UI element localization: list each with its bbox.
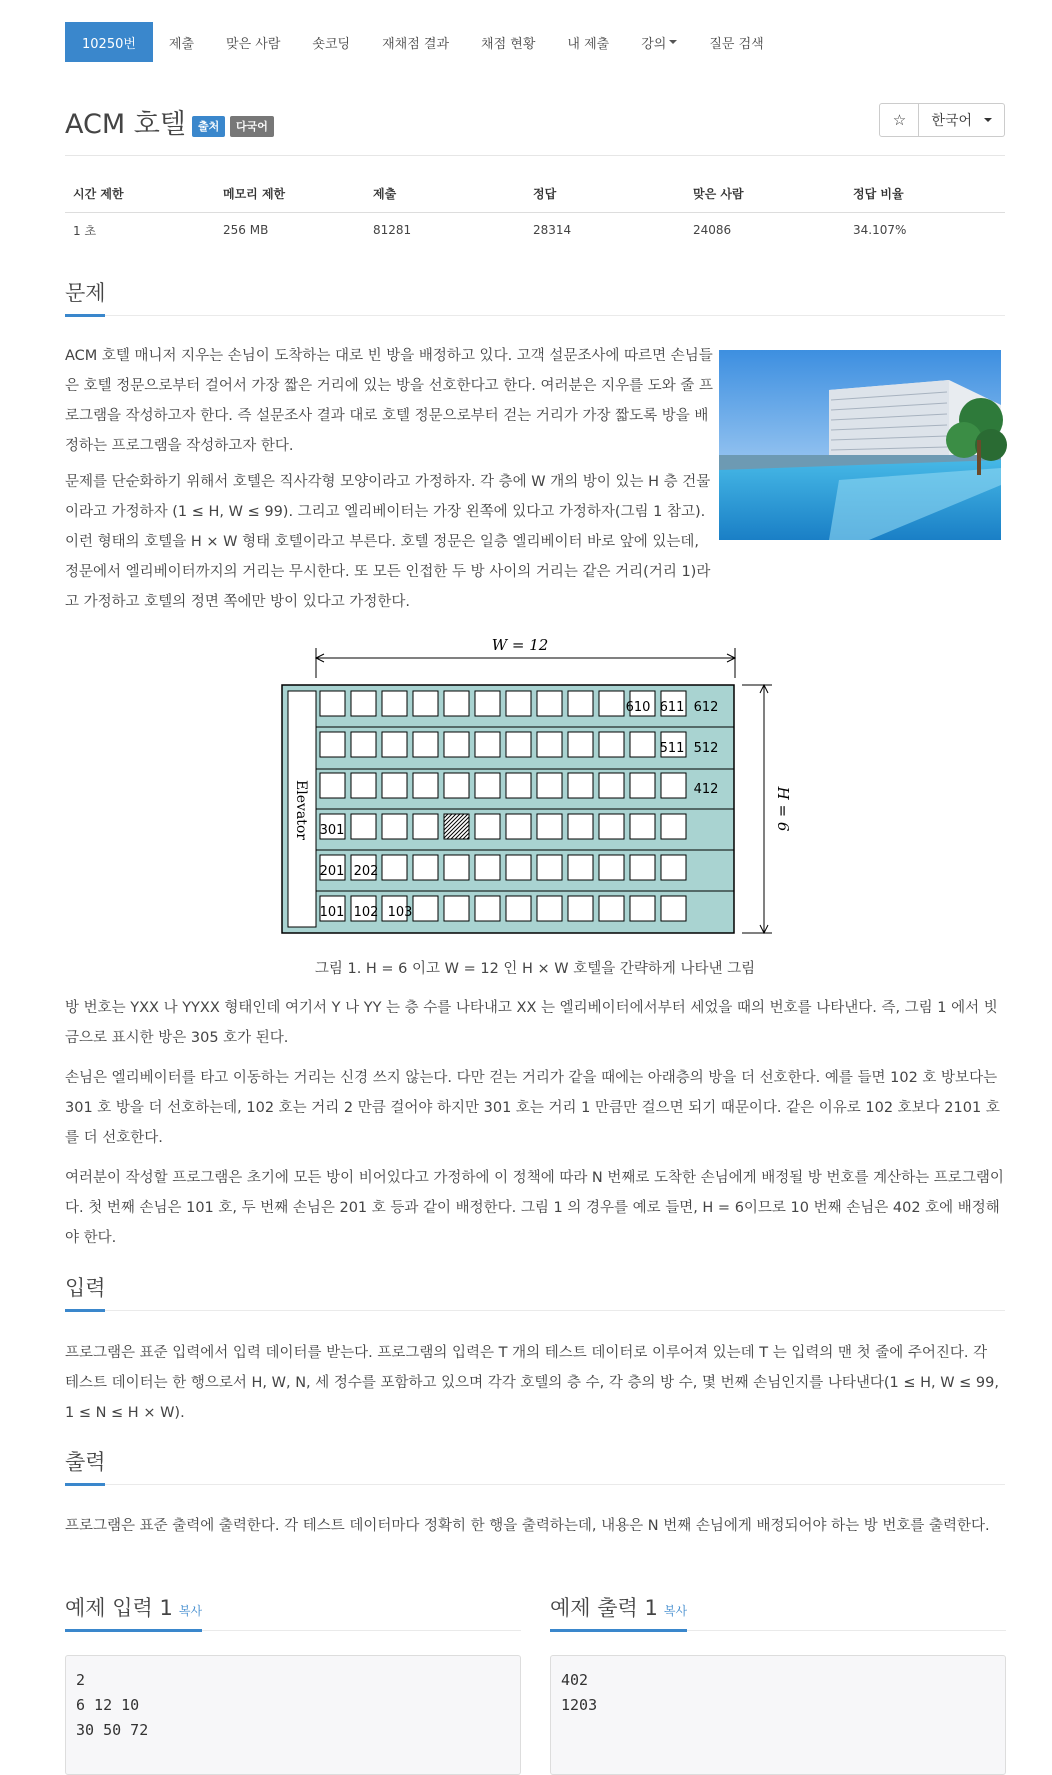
room-cell	[506, 855, 531, 880]
nav-my-submissions[interactable]: 내 제출	[567, 36, 610, 52]
sample-input-panel	[65, 1585, 521, 1775]
nav-rejudge-results[interactable]: 재채점 결과	[382, 36, 450, 52]
submissions-value: 81281	[373, 223, 412, 238]
nav-question-search[interactable]: 질문 검색	[709, 36, 764, 52]
room-cell	[630, 732, 655, 757]
section-underline	[550, 1629, 687, 1632]
nav-problem-number[interactable]: 10250번	[65, 22, 153, 62]
solved-users-value: 24086	[693, 223, 732, 238]
header-time-limit: 시간 제한	[65, 176, 215, 212]
stats-value-row	[65, 212, 1005, 248]
accepted-value: 28314	[533, 223, 572, 238]
output-section-header	[65, 1439, 1005, 1485]
height-label: H = 6	[774, 786, 792, 832]
width-label: W = 12	[491, 636, 549, 654]
room-cell	[630, 855, 655, 880]
header-solved-users: 맞은 사람	[685, 176, 845, 212]
room-label: 103	[387, 905, 413, 920]
sample-output-header	[550, 1585, 1006, 1631]
sample-input-header	[65, 1585, 521, 1631]
output-section-title: 출력	[65, 1450, 106, 1474]
room-cell	[568, 814, 593, 839]
room-cell	[382, 814, 407, 839]
sample-output-content[interactable]: 402 1203	[550, 1655, 1006, 1775]
section-underline	[65, 314, 105, 317]
input-section-title: 입력	[65, 1276, 106, 1300]
title-actions	[879, 103, 1005, 137]
copy-sample-input-button[interactable]: 복사	[178, 1604, 203, 1618]
caret-down-icon	[669, 40, 677, 44]
sample-input-title: 예제 입력 1	[65, 1596, 173, 1620]
description-paragraph-4: 손님은 엘리베이터를 타고 이동하는 거리는 신경 쓰지 않는다. 다만 걷는 거리가 같을 때에는 아래층의 방을 더 선호한다. 예를 들면 102 호 방보다는 301 호 방을 더 선호하는데, 102 호는 거리 2 만큼 걸어야 하지만 301 호는 거리 1 만큼만 걸으면 되기 때문이다. 같은 이유로 102 호보다 2101 호를 더 선호한다.	[65, 1070, 1000, 1146]
room-cell	[320, 773, 345, 798]
room-cell	[413, 773, 438, 798]
room-cell	[599, 896, 624, 921]
sample-input-content[interactable]: 2 6 12 10 30 50 72	[65, 1655, 521, 1775]
room-cell	[630, 773, 655, 798]
room-cell	[599, 773, 624, 798]
room-label: 511	[659, 741, 685, 756]
room-cell	[568, 691, 593, 716]
room-cell	[537, 691, 562, 716]
nav-submit[interactable]: 제출	[168, 36, 195, 52]
room-cell	[475, 855, 500, 880]
room-cell	[661, 896, 686, 921]
star-icon: ☆	[892, 111, 907, 129]
room-cell	[661, 773, 686, 798]
input-section-header	[65, 1265, 1005, 1311]
stats-header-row	[65, 176, 1005, 212]
room-cell	[506, 732, 531, 757]
description-paragraph-1: ACM 호텔 매니저 지우는 손님이 도착하는 대로 빈 방을 배정하고 있다. 고객 설문조사에 따르면 손님들은 호텔 정문으로부터 걸어서 가장 짧은 거리에 있는 방을 선호한다고 한다. 여러분은 지우를 도와 줄 프로그램을 작성하고자 한다. 즉 설문조사 결과 대로 호텔 정문으로부터 걷는 거리가 가장 짧도록 방을 배정하는 프로그램을 작성하고자 한다.	[65, 348, 714, 454]
header-accuracy: 정답 비율	[845, 176, 1005, 212]
room-label: 610	[625, 700, 651, 715]
accuracy-value: 34.107%	[853, 223, 907, 238]
input-description: 프로그램은 표준 입력에서 입력 데이터를 받는다. 프로그램의 입력은 T 개의 테스트 데이터로 이루어져 있는데 T 는 입력의 맨 첫 줄에 주어진다. 각 테스트 데이터는 한 행으로서 H, W, N, 세 정수를 포함하고 있으며 각각 호텔의 층 수, 각 층의 방 수, 몇 번째 손님인지를 나타낸다(1 ≤ H, W ≤ 99, 1 ≤ N ≤ H × W).	[65, 1345, 999, 1421]
room-cell	[382, 732, 407, 757]
language-label: 한국어	[931, 113, 972, 129]
section-underline	[65, 1483, 105, 1486]
room-cell	[413, 732, 438, 757]
room-cell	[506, 773, 531, 798]
room-cell	[382, 773, 407, 798]
description-paragraph-2: 문제를 단순화하기 위해서 호텔은 직사각형 모양이라고 가정하자. 각 층에 W 개의 방이 있는 H 층 건물이라고 가정하자 (1 ≤ H, W ≤ 99). 그리고 엘리베이터는 가장 왼쪽에 있다고 가정하자(그림 1 참고). 이런 형태의 호텔을 H × W 형태 호텔이라고 부른다. 호텔 정문은 일층 엘리베이터 바로 앞에 있는데, 정문에서 엘리베이터까지의 거리는 무시한다. 또 모든 인접한 두 방 사이의 거리는 같은 거리(거리 1)라고 가정하고 호텔의 정면 쪽에만 방이 있다고 가정한다.	[65, 474, 711, 610]
sample-output-title: 예제 출력 1	[550, 1596, 658, 1620]
room-cell	[351, 773, 376, 798]
room-cell	[351, 691, 376, 716]
room-cell	[568, 732, 593, 757]
room-cell	[537, 732, 562, 757]
header-accepted: 정답	[525, 176, 685, 212]
problem-section-title: 문제	[65, 281, 106, 305]
room-label: 512	[693, 741, 719, 756]
problem-nav	[65, 22, 1005, 62]
room-cell	[475, 773, 500, 798]
problem-title: ACM 호텔	[65, 109, 186, 140]
time-limit-value: 1 초	[73, 223, 97, 238]
room-label: 101	[319, 905, 345, 920]
room-cell	[506, 896, 531, 921]
section-underline	[65, 1309, 105, 1312]
room-cell	[630, 896, 655, 921]
room-cell	[661, 814, 686, 839]
sample-output-panel	[550, 1585, 1006, 1775]
language-dropdown[interactable]	[919, 103, 1005, 137]
figure-caption: 그림 1. H = 6 이고 W = 12 인 H × W 호텔을 간략하게 나타낸 그림	[314, 961, 756, 977]
room-label: 102	[353, 905, 379, 920]
room-cell	[413, 855, 438, 880]
caret-down-icon	[984, 118, 992, 122]
room-cell	[599, 732, 624, 757]
room-cell	[661, 855, 686, 880]
room-cell	[568, 855, 593, 880]
header-memory-limit: 메모리 제한	[215, 176, 365, 212]
room-label: 412	[693, 782, 719, 797]
nav-judge-status[interactable]: 채점 현황	[481, 36, 536, 52]
description-paragraph-5: 여러분이 작성할 프로그램은 초기에 모든 방이 비어있다고 가정하에 이 정책에 따라 N 번째로 도착한 손님에게 배정될 방 번호를 계산하는 프로그램이다. 첫 번째 손님은 101 호, 두 번째 손님은 201 호 등과 같이 배정한다. 그림 1 의 경우를 예로 들면, H = 6이므로 10 번째 손님은 402 호에 배정해야 한다.	[65, 1170, 1004, 1246]
hotel-diagram	[280, 633, 792, 938]
problem-section-header	[65, 270, 1005, 316]
output-description: 프로그램은 표준 출력에 출력한다. 각 테스트 데이터마다 정확히 한 행을 출력하는데, 내용은 N 번째 손님에게 배정되어야 하는 방 번호를 출력한다.	[65, 1518, 990, 1534]
room-cell	[382, 691, 407, 716]
room-label: 201	[319, 864, 345, 879]
room-cell	[537, 814, 562, 839]
room-cell	[506, 814, 531, 839]
room-cell	[475, 896, 500, 921]
room-cell	[382, 855, 407, 880]
room-cell	[475, 814, 500, 839]
nav-lectures-label: 강의	[641, 36, 667, 52]
title-row	[65, 100, 1005, 156]
room-label: 612	[693, 700, 719, 715]
room-cell	[444, 732, 469, 757]
memory-limit-value: 256 MB	[223, 223, 269, 238]
multilang-badge: 다국어	[230, 116, 274, 137]
copy-sample-output-button[interactable]: 복사	[663, 1604, 688, 1618]
nav-short-coding[interactable]: 숏코딩	[312, 36, 351, 52]
room-cell	[413, 814, 438, 839]
header-submissions: 제출	[365, 176, 525, 212]
description-paragraph-3: 방 번호는 YXX 나 YYXX 형태인데 여기서 Y 나 YY 는 층 수를 나타내고 XX 는 엘리베이터에서부터 세었을 때의 번호를 나타낸다. 즉, 그림 1 에서 빗금으로 표시한 방은 305 호가 된다.	[65, 1000, 998, 1046]
room-cell	[351, 814, 376, 839]
room-cell	[599, 814, 624, 839]
room-cell	[444, 855, 469, 880]
room-cell	[537, 773, 562, 798]
room-cell	[444, 773, 469, 798]
nav-lectures-dropdown[interactable]	[625, 22, 693, 62]
room-cell	[320, 691, 345, 716]
room-cell	[630, 814, 655, 839]
room-cell	[444, 896, 469, 921]
source-badge[interactable]: 출처	[192, 116, 225, 137]
room-cell	[599, 691, 624, 716]
room-label: 301	[319, 823, 345, 838]
room-label: 611	[659, 700, 685, 715]
room-cell	[568, 773, 593, 798]
room-cell	[444, 691, 469, 716]
room-cell	[351, 732, 376, 757]
room-cell	[475, 691, 500, 716]
room-cell	[599, 855, 624, 880]
room-cell	[413, 691, 438, 716]
room-cell	[537, 896, 562, 921]
section-underline	[65, 1629, 202, 1632]
room-cell	[320, 732, 345, 757]
elevator-label: Elevator	[293, 780, 309, 840]
favorite-star-button[interactable]	[879, 103, 919, 137]
room-cell	[413, 896, 438, 921]
room-cell	[568, 896, 593, 921]
room-cell	[475, 732, 500, 757]
room-label: 202	[353, 864, 379, 879]
room-cell	[506, 691, 531, 716]
room-cell	[537, 855, 562, 880]
problem-info-table	[65, 176, 1005, 246]
nav-solved-users[interactable]: 맞은 사람	[226, 36, 281, 52]
